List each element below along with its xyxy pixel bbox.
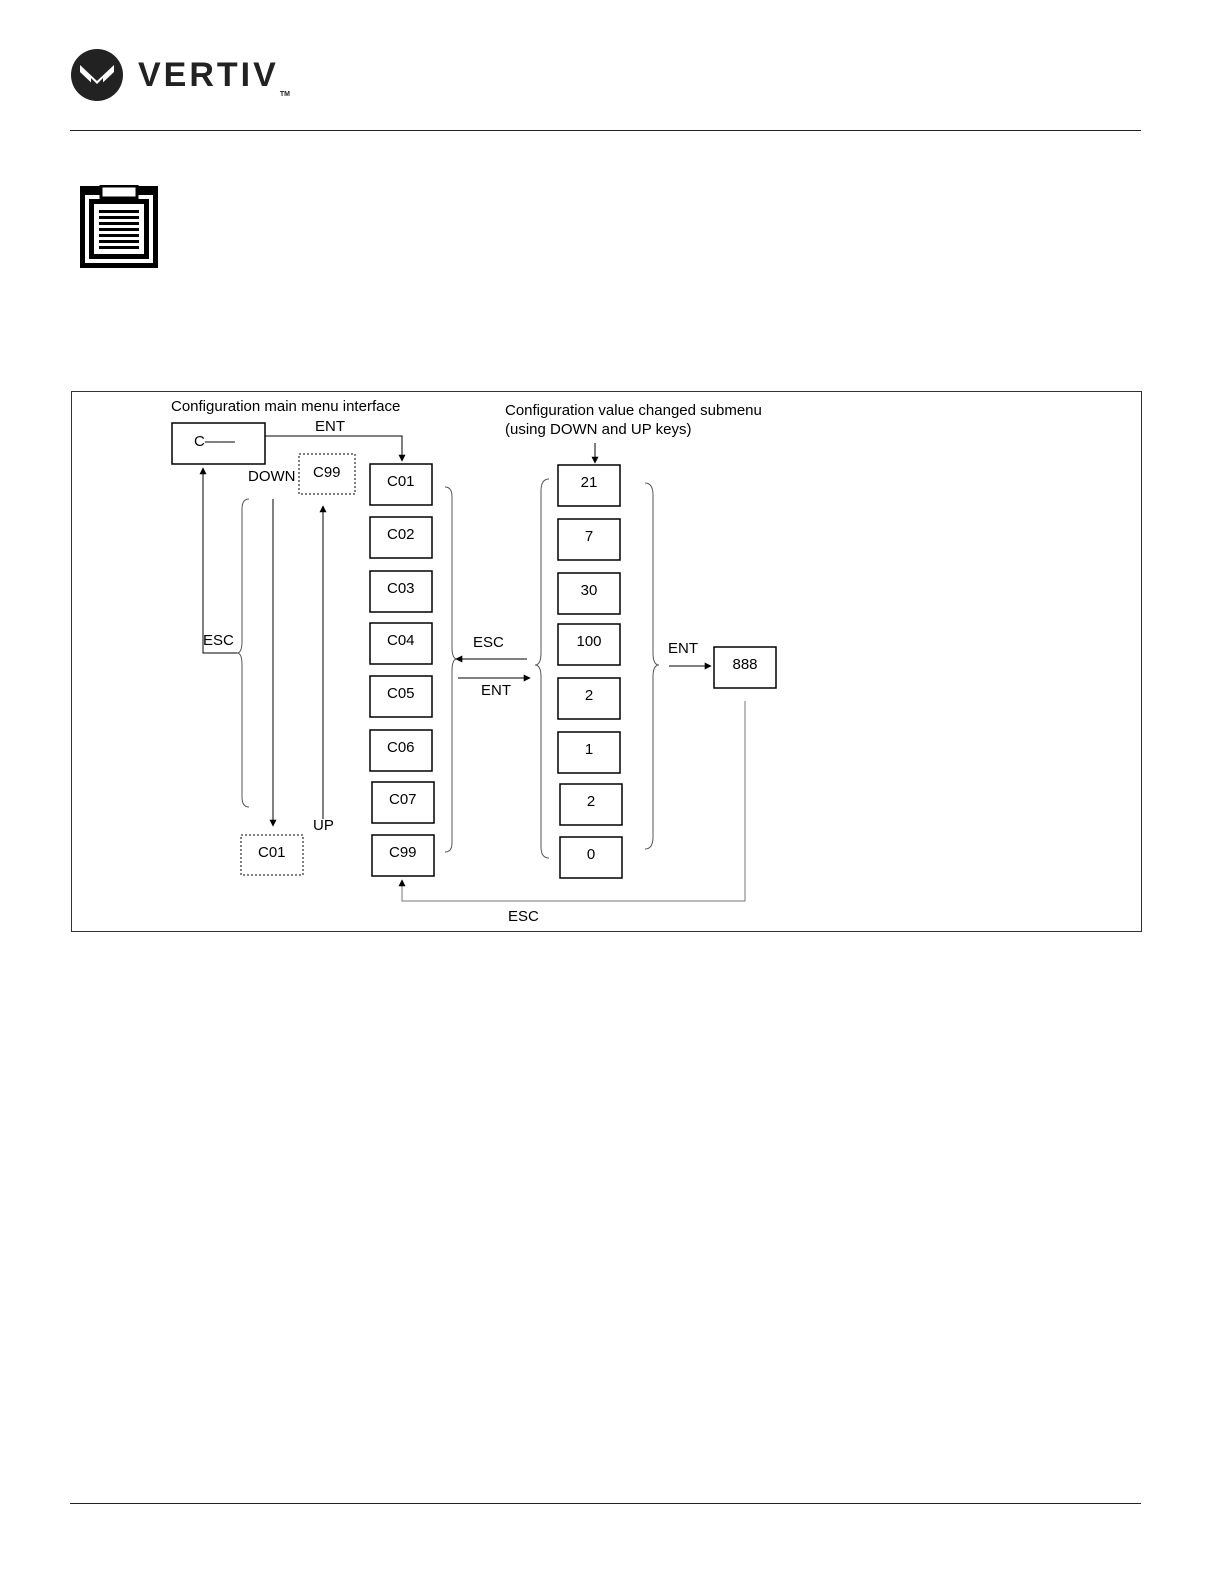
value-label: 100 [576,633,602,650]
code-label: C03 [387,580,415,597]
code-label: C99 [389,844,417,861]
value-label: 2 [586,793,596,810]
wrap-top-code: C99 [313,464,341,481]
vertiv-chevron-logo-icon [70,48,124,102]
key-ent-mid: ENT [481,682,511,699]
key-ent-right: ENT [668,640,698,657]
key-up: UP [313,817,334,834]
code-label: C07 [389,791,417,808]
code-label: C06 [387,739,415,756]
value-label: 7 [584,528,594,545]
code-column-brace [445,487,457,852]
value-label: 0 [586,846,596,863]
key-down: DOWN [248,468,296,485]
value-column-right-brace [645,483,659,849]
code-column [370,464,434,876]
key-esc-mid: ESC [473,634,504,651]
code-label: C05 [387,685,415,702]
brand-name: VERTIVTM [138,56,290,98]
code-label: C01 [387,473,415,490]
trademark-mark: TM [279,91,290,98]
value-column-left-brace [535,479,549,858]
footer-rule [70,1503,1141,1504]
code-label: C02 [387,526,415,543]
submenu-label-line1: Configuration value changed submenu [505,402,762,419]
code-label: C04 [387,632,415,649]
value-label: 21 [580,474,598,491]
value-column [558,465,622,878]
configuration-menu-diagram [71,391,1142,932]
left-brace [237,499,249,807]
vertiv-logo [70,48,290,102]
esc-arrow-left [203,468,237,653]
main-menu-label: Configuration main menu interface [171,398,401,415]
ent-arrow-top [265,436,402,461]
key-ent-top: ENT [315,418,345,435]
confirm-box-label: 888 [732,656,758,673]
key-esc-bottom: ESC [508,908,539,925]
main-menu-box-label: C—— [194,433,235,450]
value-label: 30 [580,582,598,599]
key-esc-left: ESC [203,632,234,649]
submenu-label-line2: (using DOWN and UP keys) [505,421,692,438]
diagram-canvas [71,391,1142,932]
header-rule [70,130,1141,131]
clipboard-note-icon [79,185,159,269]
value-label: 1 [584,741,594,758]
value-label: 2 [584,687,594,704]
wrap-bottom-code: C01 [258,844,286,861]
